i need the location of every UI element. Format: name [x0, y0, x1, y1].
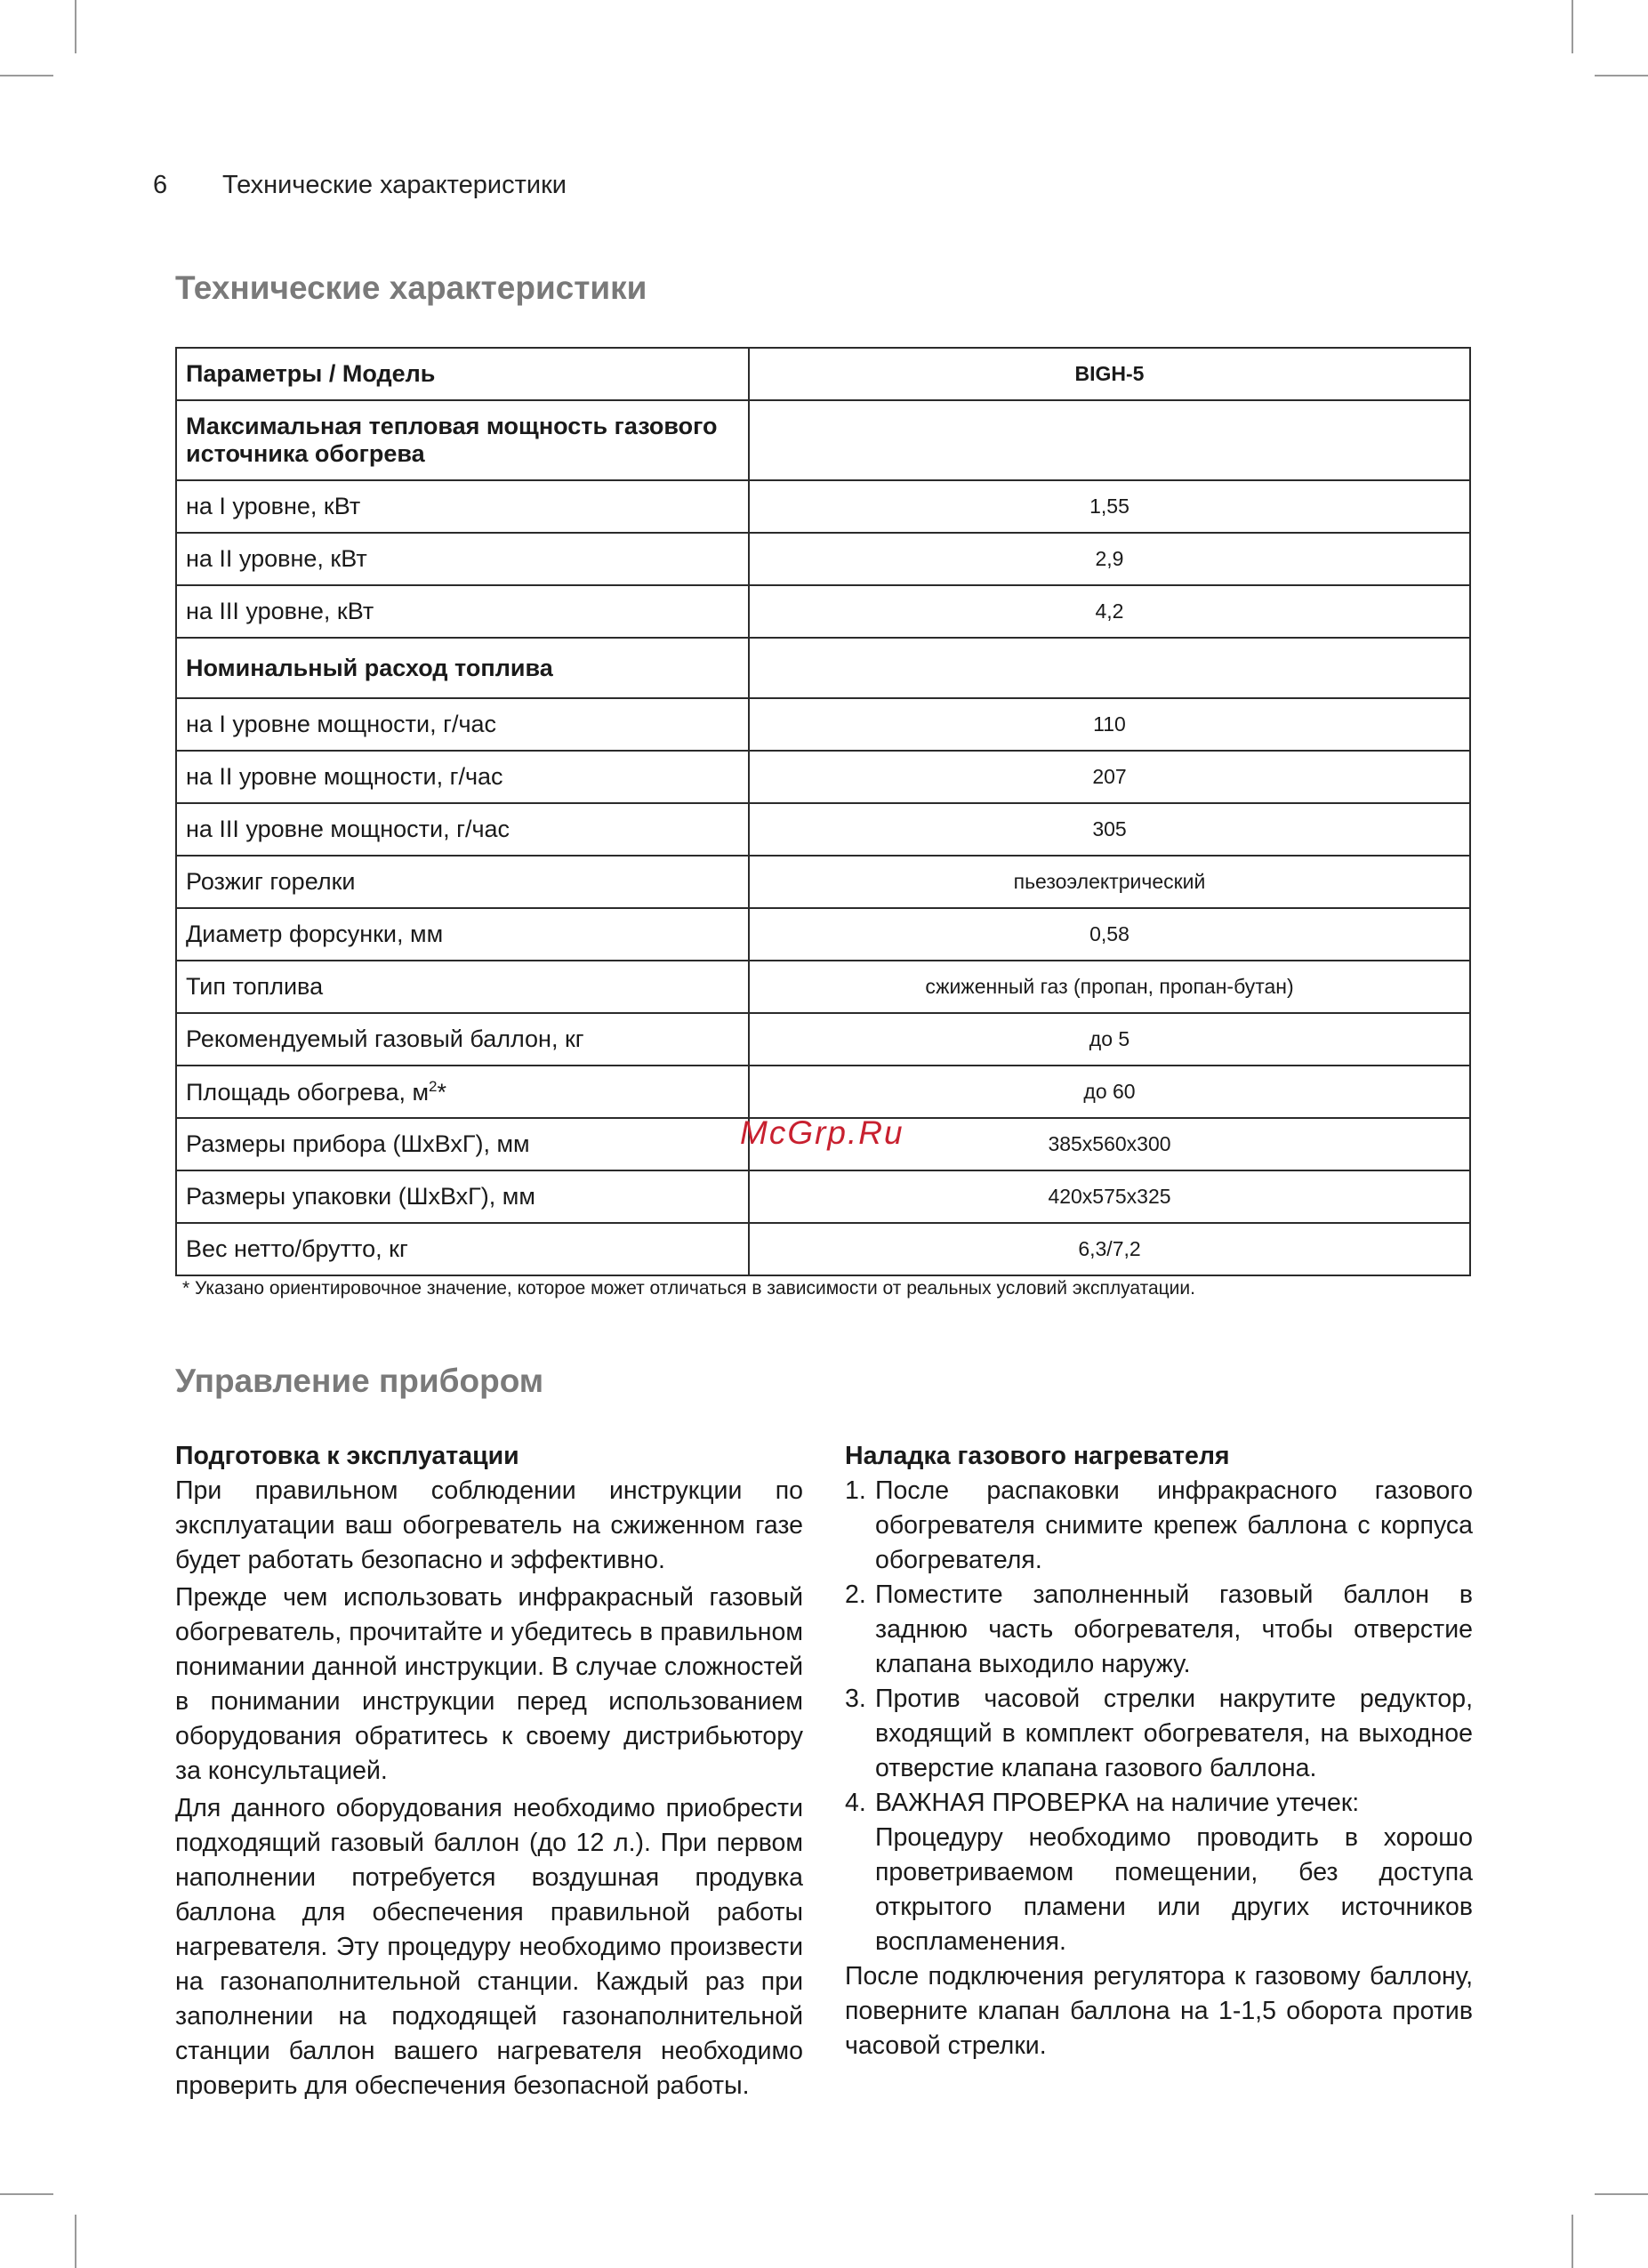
- table-row: [176, 961, 1470, 1013]
- row-param: на III уровне, кВт: [176, 585, 749, 638]
- crop-mark: [1572, 0, 1573, 53]
- row-value: 4,2: [749, 585, 1470, 638]
- table-row: [176, 1170, 1470, 1223]
- row-param: Площадь обогрева, м: [186, 1078, 430, 1106]
- table-row: [176, 400, 1470, 480]
- setup-steps: [845, 1474, 1473, 1959]
- crop-mark: [75, 0, 76, 53]
- row-param-superscript: 2: [429, 1077, 438, 1095]
- section-title-specs: Технические характеристики: [175, 269, 647, 306]
- row-param: Вес нетто/брутто, кг: [176, 1223, 749, 1275]
- paragraph: При правильном соблюдении инструкции по эксплуатации ваш обогреватель на сжиженном газе будет работать безопасно и эффективно.: [175, 1476, 803, 1574]
- running-header: [153, 171, 567, 200]
- row-value: [749, 400, 1470, 480]
- row-param-cell: [176, 1066, 749, 1118]
- list-item: [845, 1578, 1473, 1682]
- row-param: Тип топлива: [176, 961, 749, 1013]
- row-value: 1,55: [749, 480, 1470, 533]
- table-row: [176, 698, 1470, 751]
- right-column: [845, 1439, 1473, 2066]
- row-param: Максимальная тепловая мощность газового источника обогрева: [176, 400, 749, 480]
- crop-mark: [0, 75, 53, 76]
- row-value: 2,9: [749, 533, 1470, 585]
- left-column: [175, 1439, 803, 2106]
- crop-mark: [75, 2215, 76, 2268]
- row-value: 207: [749, 751, 1470, 803]
- row-param: Размеры упаковки (ШхВхГ), мм: [176, 1170, 749, 1223]
- row-value: 110: [749, 698, 1470, 751]
- row-value: [749, 638, 1470, 698]
- subheading-preparation: Подготовка к эксплуатации: [175, 1442, 519, 1470]
- list-item: [845, 1682, 1473, 1786]
- table-row: [176, 1013, 1470, 1066]
- closing-paragraph: После подключения регулятора к газовому баллону, поверните клапан баллона на 1-1,5 оборота против часовой стрелки.: [845, 1962, 1473, 2060]
- list-item: [845, 1786, 1473, 1959]
- table-header-param: Параметры / Модель: [176, 348, 749, 400]
- step-text: После распаковки инфракрасного газового обогревателя снимите крепеж баллона с корпуса обогревателя.: [875, 1476, 1473, 1574]
- table-row: [176, 803, 1470, 856]
- table-row: [176, 751, 1470, 803]
- running-title: Технические характеристики: [222, 171, 567, 199]
- row-value: 0,58: [749, 908, 1470, 961]
- row-value: до 60: [749, 1066, 1470, 1118]
- subheading-setup: Наладка газового нагревателя: [845, 1442, 1230, 1470]
- row-value: 6,3/7,2: [749, 1223, 1470, 1275]
- page-number: 6: [153, 171, 168, 199]
- step-text: Поместите заполненный газовый баллон в заднюю часть обогревателя, чтобы отверстие клапана выходило наружу.: [875, 1580, 1473, 1678]
- watermark: McGrp.Ru: [740, 1114, 904, 1151]
- row-param: Размеры прибора (ШхВхГ), мм: [176, 1118, 749, 1170]
- row-value: 385х560х300: [749, 1118, 1470, 1170]
- row-param: Розжиг горелки: [176, 856, 749, 908]
- table-row: [176, 1066, 1470, 1118]
- step-number: 3.: [845, 1685, 866, 1713]
- step-number: 1.: [845, 1476, 866, 1505]
- table-row: [176, 1223, 1470, 1275]
- section-title-control: Управление прибором: [175, 1363, 544, 1399]
- row-value: 305: [749, 803, 1470, 856]
- table-row: [176, 908, 1470, 961]
- list-item: [845, 1474, 1473, 1578]
- row-param: Рекомендуемый газовый баллон, кг: [176, 1013, 749, 1066]
- row-value: пьезоэлектрический: [749, 856, 1470, 908]
- footnote: * Указано ориентировочное значение, которое может отличаться в зависимости от реальных условий эксплуатации.: [182, 1278, 1195, 1299]
- row-param-suffix: *: [437, 1078, 447, 1106]
- table-row: [176, 480, 1470, 533]
- step-number: 4.: [845, 1789, 866, 1817]
- step-text: ВАЖНАЯ ПРОВЕРКА на наличие утечек:: [875, 1789, 1360, 1817]
- row-param: Диаметр форсунки, мм: [176, 908, 749, 961]
- table-row: [176, 585, 1470, 638]
- row-param: на I уровне мощности, г/час: [176, 698, 749, 751]
- row-value: до 5: [749, 1013, 1470, 1066]
- step-number: 2.: [845, 1580, 866, 1609]
- crop-mark: [1595, 2193, 1648, 2195]
- row-param: на II уровне, кВт: [176, 533, 749, 585]
- step-text-detail: Процедуру необходимо проводить в хорошо проветриваемом помещении, без доступа открытого пламени или других источников воспламенения.: [875, 1823, 1473, 1956]
- paragraph: Прежде чем использовать инфракрасный газовый обогреватель, прочитайте и убедитесь в правильном понимании данной инструкции. В случае сложностей в понимании инструкции перед использованием оборудования обратитесь к своему дистрибьютору за консультацией.: [175, 1583, 803, 1785]
- table-row: [176, 638, 1470, 698]
- table-header-model: BIGH-5: [749, 348, 1470, 400]
- crop-mark: [1572, 2215, 1573, 2268]
- crop-mark: [0, 2193, 53, 2195]
- row-param: на II уровне мощности, г/час: [176, 751, 749, 803]
- row-value: 420х575х325: [749, 1170, 1470, 1223]
- row-param: Номинальный расход топлива: [176, 638, 749, 698]
- row-param: на III уровне мощности, г/час: [176, 803, 749, 856]
- row-value: сжиженный газ (пропан, пропан-бутан): [749, 961, 1470, 1013]
- step-text: Против часовой стрелки накрутите редуктор, входящий в комплект обогревателя, на выходное отверстие клапана газового баллона.: [875, 1685, 1473, 1782]
- table-row: [176, 533, 1470, 585]
- row-param: на I уровне, кВт: [176, 480, 749, 533]
- crop-mark: [1595, 75, 1648, 76]
- paragraph: Для данного оборудования необходимо приобрести подходящий газовый баллон (до 12 л.). При первом наполнении потребуется воздушная продувка баллона для обеспечения правильной работы нагревателя. Эту процедуру необходимо произвести на газонаполнительной станции. Каждый раз при заполнении на подходящей газонаполнительной станции баллон вашего нагревателя необходимо проверить для обеспечения безопасной работы.: [175, 1794, 803, 2100]
- table-row: [176, 856, 1470, 908]
- table-header-row: [176, 348, 1470, 400]
